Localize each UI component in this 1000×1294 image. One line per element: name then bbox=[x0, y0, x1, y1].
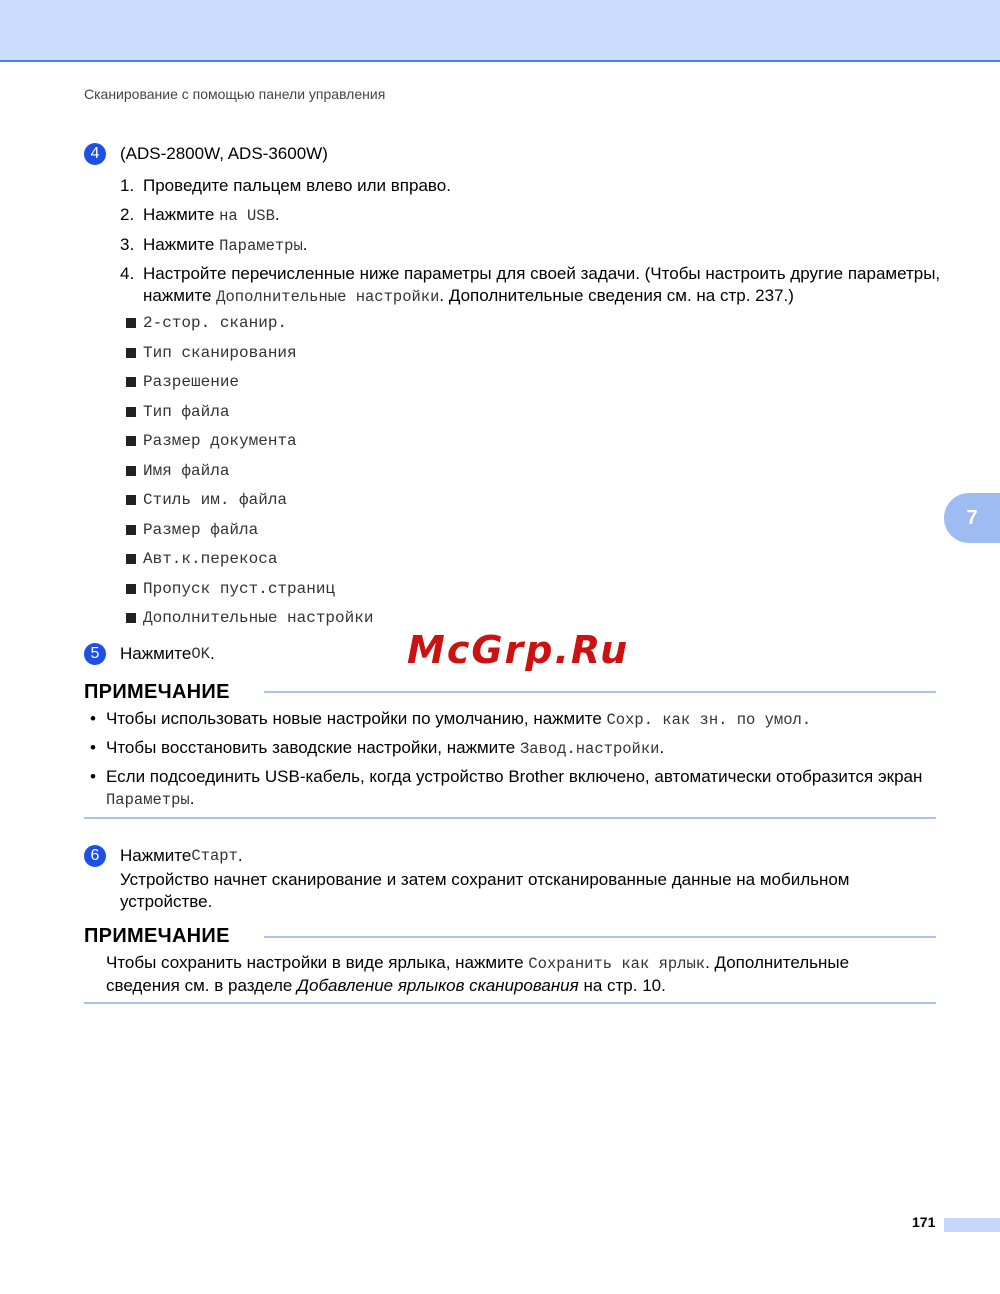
ui-term: Старт bbox=[191, 847, 238, 865]
step-number-badge: 6 bbox=[84, 845, 106, 867]
square-bullet-icon bbox=[126, 466, 136, 476]
note-paragraph bbox=[106, 952, 926, 997]
step-suffix: . bbox=[237, 846, 243, 865]
square-bullet-icon bbox=[126, 613, 136, 623]
substep-number: 3. bbox=[120, 235, 135, 254]
note-text: . Дополнительные сведения см. в разделе bbox=[106, 953, 850, 995]
note-text: Чтобы сохранить настройки в виде ярлыка, нажмите bbox=[106, 953, 529, 972]
substep-1 bbox=[120, 175, 451, 197]
square-bullet-icon bbox=[126, 407, 136, 417]
substep-suffix: . bbox=[274, 205, 280, 224]
substep-suffix: . bbox=[302, 235, 308, 254]
note-divider bbox=[84, 817, 936, 819]
option-label: Разрешение bbox=[143, 373, 240, 391]
substep-3 bbox=[120, 234, 308, 257]
option-item bbox=[126, 491, 287, 509]
option-item bbox=[126, 403, 229, 421]
option-label: 2-стор. сканир. bbox=[143, 314, 288, 332]
step-6 bbox=[84, 845, 243, 867]
substep-number: 2. bbox=[120, 205, 135, 224]
note-bullet-item bbox=[90, 737, 940, 760]
step-text: Нажмите bbox=[120, 644, 192, 663]
step-4 bbox=[84, 143, 328, 165]
note-bullet-item bbox=[90, 708, 940, 731]
step-suffix: . bbox=[209, 644, 215, 663]
note-text: Чтобы восстановить заводские настройки, нажмите bbox=[106, 738, 520, 757]
substep-number: 1. bbox=[120, 176, 135, 195]
ui-term: Параметры bbox=[219, 237, 303, 255]
substep-text: Настройте перечисленные ниже параметры для своей задачи. (Чтобы настроить другие параметры, нажмите bbox=[143, 264, 941, 305]
section-reference-link[interactable]: Добавление ярлыков сканирования bbox=[297, 976, 579, 995]
ui-term: Дополнительные настройки bbox=[216, 288, 440, 306]
page-number: 171 bbox=[912, 1214, 936, 1230]
option-item bbox=[126, 462, 229, 480]
ui-term: Сохр. как зн. по умол. bbox=[606, 711, 812, 729]
note-suffix: на стр. 10. bbox=[578, 976, 666, 995]
option-label: Дополнительные настройки bbox=[143, 609, 374, 627]
step-number-badge: 4 bbox=[84, 143, 106, 165]
step-text: Нажмите bbox=[120, 846, 192, 865]
option-item bbox=[126, 521, 258, 539]
substep-4 bbox=[120, 263, 963, 308]
option-label: Стиль им. файла bbox=[143, 491, 288, 509]
bullet-dot-icon: • bbox=[90, 709, 96, 728]
option-item bbox=[126, 580, 335, 598]
chapter-tab: 7 bbox=[944, 493, 1000, 543]
page-number-bar bbox=[944, 1218, 1000, 1232]
ui-term: Сохранить как ярлык bbox=[528, 955, 706, 973]
note-heading: ПРИМЕЧАНИЕ bbox=[84, 925, 230, 947]
option-item bbox=[126, 344, 297, 362]
running-title: Сканирование с помощью панели управления bbox=[84, 86, 386, 102]
option-item bbox=[126, 373, 239, 391]
option-item bbox=[126, 432, 297, 450]
note-suffix: . bbox=[659, 738, 665, 757]
option-label: Авт.к.перекоса bbox=[143, 550, 278, 568]
bullet-dot-icon: • bbox=[90, 738, 96, 757]
substep-number: 4. bbox=[120, 264, 135, 283]
note-heading: ПРИМЕЧАНИЕ bbox=[84, 681, 230, 703]
note-divider bbox=[264, 691, 936, 693]
step-5 bbox=[84, 643, 215, 665]
note-bullet-item bbox=[90, 766, 940, 811]
substep-text: Нажмите bbox=[143, 235, 220, 254]
square-bullet-icon bbox=[126, 554, 136, 564]
square-bullet-icon bbox=[126, 584, 136, 594]
option-label: Имя файла bbox=[143, 462, 230, 480]
square-bullet-icon bbox=[126, 525, 136, 535]
ui-term: на USB bbox=[219, 207, 275, 225]
note-divider bbox=[264, 936, 936, 938]
step-number-badge: 5 bbox=[84, 643, 106, 665]
option-item bbox=[126, 609, 373, 627]
note-divider bbox=[84, 1002, 936, 1004]
square-bullet-icon bbox=[126, 495, 136, 505]
step-description: Устройство начнет сканирование и затем сохранит отсканированные данные на мобильном устройстве. bbox=[120, 870, 850, 911]
option-item bbox=[126, 550, 277, 568]
substep-text: Проведите пальцем влево или вправо. bbox=[143, 176, 451, 195]
option-label: Тип сканирования bbox=[143, 344, 297, 362]
note-text: Если подсоединить USB-кабель, когда устройство Brother включено, автоматически отобразится экран bbox=[106, 767, 923, 786]
top-header-band bbox=[0, 0, 1000, 62]
note-text: Чтобы использовать новые настройки по умолчанию, нажмите bbox=[106, 709, 607, 728]
option-label: Размер документа bbox=[143, 432, 297, 450]
option-label: Тип файла bbox=[143, 403, 230, 421]
ui-term: Завод.настройки bbox=[519, 740, 660, 758]
substep-2 bbox=[120, 204, 280, 227]
square-bullet-icon bbox=[126, 318, 136, 328]
square-bullet-icon bbox=[126, 377, 136, 387]
option-label: Пропуск пуст.страниц bbox=[143, 580, 336, 598]
square-bullet-icon bbox=[126, 436, 136, 446]
ui-term: Параметры bbox=[106, 791, 190, 809]
square-bullet-icon bbox=[126, 348, 136, 358]
substep-text: Нажмите bbox=[143, 205, 220, 224]
watermark-logo: McGrp.Ru bbox=[407, 628, 630, 672]
substep-suffix: . Дополнительные сведения см. на стр. 237.) bbox=[439, 286, 794, 305]
note-suffix: . bbox=[189, 789, 195, 808]
bullet-dot-icon: • bbox=[90, 767, 96, 786]
option-item bbox=[126, 314, 287, 332]
option-label: Размер файла bbox=[143, 521, 259, 539]
step-title: (ADS-2800W, ADS-3600W) bbox=[120, 144, 328, 163]
ui-term: OK bbox=[191, 645, 210, 663]
